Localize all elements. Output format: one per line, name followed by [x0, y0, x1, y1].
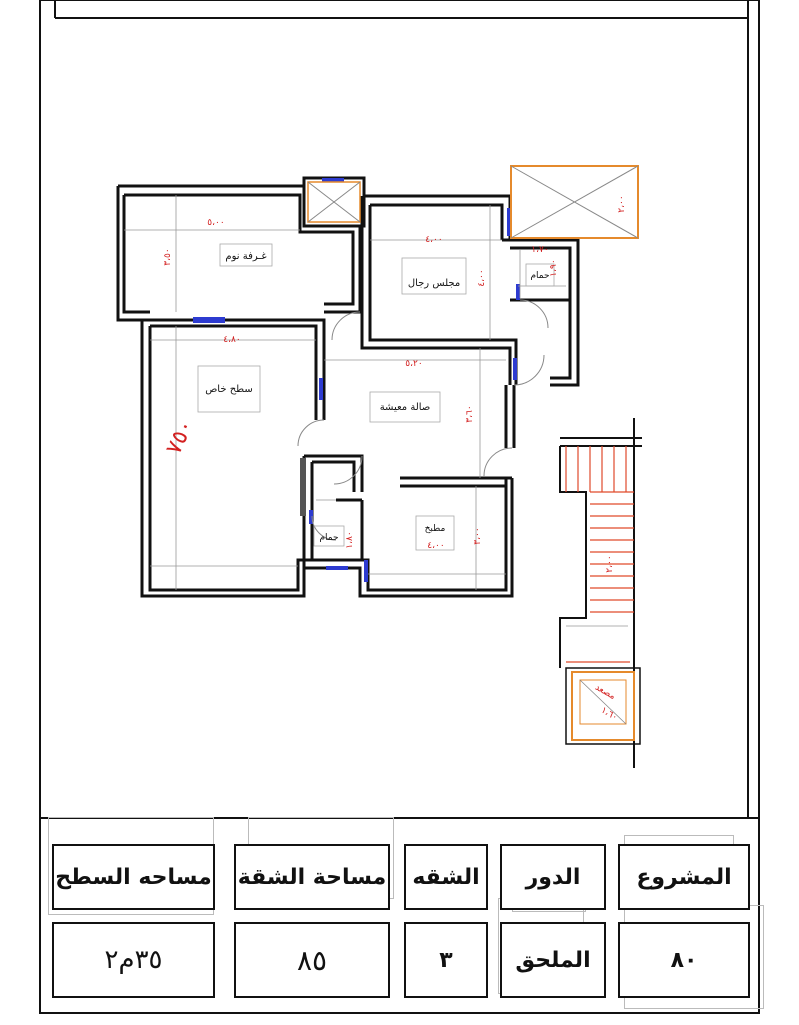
elevator-dim: ١،٦٠	[598, 705, 620, 723]
bath-bottom-label: حمام	[319, 533, 339, 543]
living-height: ٣،٦٠	[465, 405, 475, 423]
bath-top-label: حمام	[530, 271, 550, 281]
bedroom-label: غـرفة نوم	[225, 251, 267, 262]
value-floor: الملحق	[500, 922, 606, 998]
value-roof-area: ٣٥م٢	[52, 922, 215, 998]
header-roof-area: مساحه السطح	[52, 844, 215, 910]
kitchen-height: ٣،٠٠	[473, 527, 483, 545]
majlis-label: مجلس رجال	[407, 278, 461, 289]
value-project: ٨٠	[618, 922, 750, 998]
room-labels	[198, 244, 554, 550]
value-apartment: ٣	[404, 922, 488, 998]
shaft-dim: ٢،٠٠	[617, 195, 627, 213]
header-project: المشروع	[618, 844, 750, 910]
terrace-width: ٤،٨٠	[223, 335, 241, 345]
bath-top-height: ١،٩٠	[549, 259, 559, 277]
kitchen-width: ٤،٠٠	[427, 541, 445, 551]
stair-dim: ٢،٠٠	[605, 555, 615, 573]
living-width: ٥،٢٠	[405, 359, 423, 369]
living-label: صالة معيشة	[379, 402, 431, 413]
value-apartment-area: ٨٥	[234, 922, 390, 998]
elevator-label: مصعد	[593, 682, 617, 703]
terrace-label: سطح خاص	[205, 384, 253, 395]
bath-top-width: ١،٧٠	[531, 245, 549, 255]
terrace-area-note: ٧٥٠	[161, 415, 199, 459]
majlis-width: ٤،٠٠	[425, 235, 443, 245]
windows	[193, 178, 520, 582]
header-floor: الدور	[500, 844, 606, 910]
majlis-height: ٤،٠٠	[477, 269, 487, 287]
bath-bottom-height: ١،٨٠	[345, 531, 355, 549]
dimensions	[161, 195, 627, 723]
header-apartment-area: مساحة الشقة	[234, 844, 390, 910]
bedroom-height: ٣،٥٠	[163, 248, 173, 266]
header-apartment: الشقه	[404, 844, 488, 910]
kitchen-label: مطبخ	[424, 524, 446, 534]
bedroom-width: ٥،٠٠	[207, 218, 225, 228]
